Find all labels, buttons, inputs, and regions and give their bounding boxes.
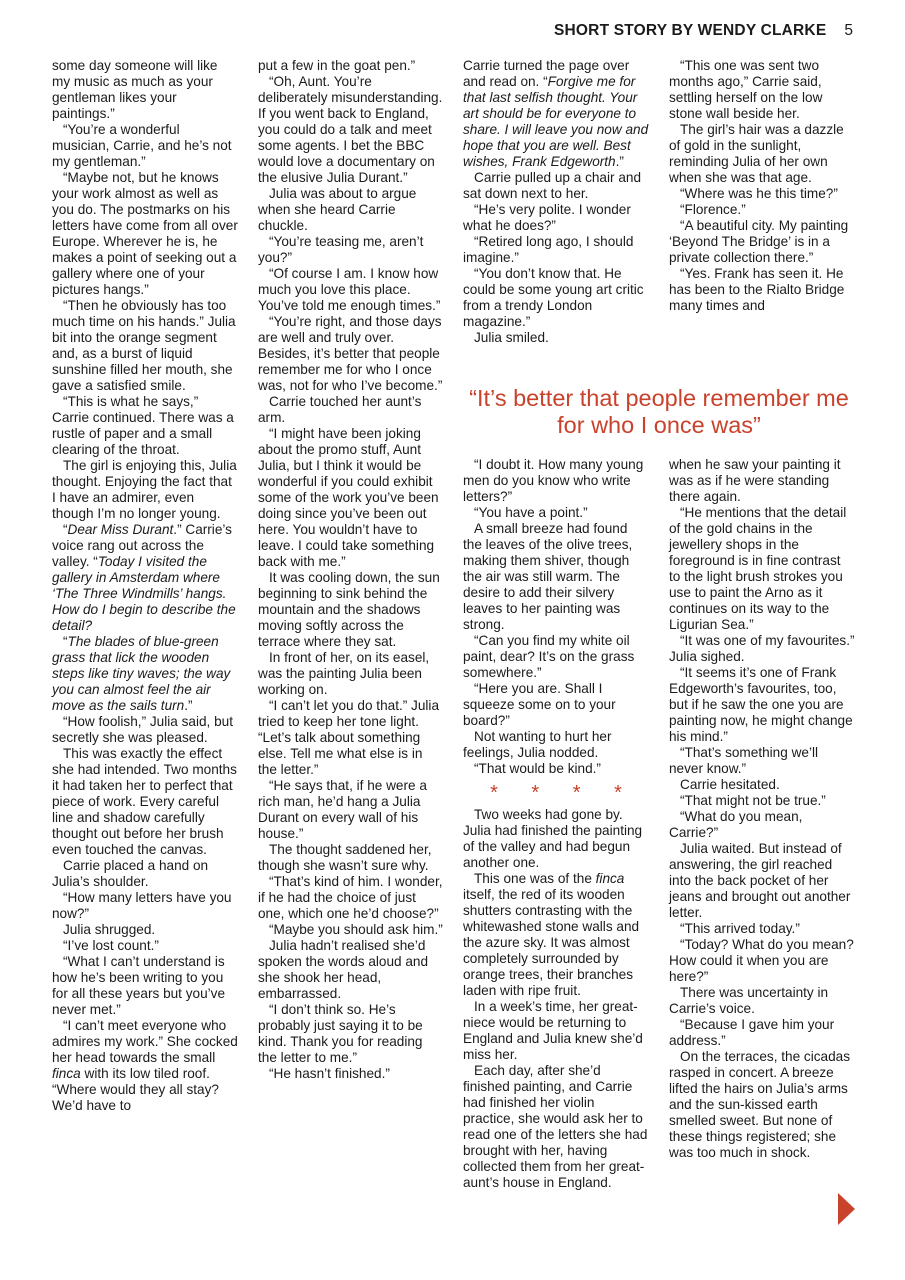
paragraph: “Where was he this time?” (680, 186, 838, 201)
paragraph: “What I can’t understand is how he’s been writing to you for all these years but you’ve never met.” (52, 954, 226, 1017)
paragraph: “This is what he says,” Carrie continued. There was a rustle of paper and a small clearing of the throat. (52, 394, 234, 457)
paragraph: “Maybe you should ask him.” (269, 922, 443, 937)
paragraph: “I don’t think so. He’s probably just saying it to be kind. Thank you for reading the letter to me.” (258, 1002, 423, 1065)
paragraph: when he saw your painting it was as if he were standing there again. (669, 457, 841, 504)
paragraph: “I can’t meet everyone who admires my work.” She cocked her head towards the small finca with its low tiled roof. “Where would they all stay? We’d have to (52, 1018, 238, 1113)
paragraph: “How foolish,” Julia said, but secretly she was pleased. (52, 714, 233, 745)
paragraph: “That would be kind.” (474, 761, 601, 776)
paragraph: In a week’s time, her great-niece would be returning to England and Julia knew she’d miss her. (463, 999, 643, 1062)
paragraph: Two weeks had gone by. Julia had finished the painting of the valley and had begun another one. (463, 807, 643, 870)
paragraph: “You don’t know that. He could be some young art critic from a trendy London magazine.” (463, 266, 644, 329)
paragraph: “Today? What do you mean? How could it when you are here?” (669, 937, 854, 984)
paragraph: It was cooling down, the sun beginning to sink behind the mountain and the shadows moving softly across the terrace where they sat. (258, 570, 440, 649)
story-byline: SHORT STORY BY WENDY CLARKE (553, 22, 827, 39)
paragraph: “Oh, Aunt. You’re deliberately misunderstanding. If you went back to England, you could do a talk and meet some agents. I bet the BBC would love a documentary on the elusive Julia Durant.” (258, 74, 443, 185)
paragraph: The thought saddened her, though she wasn’t sure why. (258, 842, 432, 873)
paragraph: “Yes. Frank has seen it. He has been to the Rialto Bridge many times and (669, 266, 845, 313)
paragraph: The girl’s hair was a dazzle of gold in the sunlight, reminding Julia of her own when she was that age. (669, 122, 844, 185)
paragraph: “I doubt it. How many young men do you know who write letters?” (463, 457, 644, 504)
paragraph: “You’re teasing me, aren’t you?” (258, 234, 424, 265)
paragraph: “How many letters have you now?” (52, 890, 232, 921)
paragraph: Julia was about to argue when she heard Carrie chuckle. (258, 186, 417, 233)
paragraph: Julia waited. But instead of answering, the girl reached into the back pocket of her jeans and brought out another letter. (669, 841, 851, 920)
arrow-right-icon (838, 1193, 855, 1225)
paragraph: Carrie pulled up a chair and sat down next to her. (463, 170, 642, 201)
paragraph: Julia hadn’t realised she’d spoken the words aloud and she shook her head, embarrassed. (258, 938, 429, 1001)
paragraph: This was exactly the effect she had intended. Two months it had taken her to perfect that piece of work. Every careful line and shadow carefully thought out before her brush even touched the canvas. (52, 746, 237, 857)
paragraph: “A beautiful city. My painting ‘Beyond The Bridge’ is in a private collection there.” (669, 218, 849, 265)
paragraph: Not wanting to hurt her feelings, Julia nodded. (463, 729, 612, 760)
paragraph: “Because I gave him your address.” (669, 1017, 835, 1048)
paragraph: “I can’t let you do that.” Julia tried to keep her tone light. “Let’s talk about something else. Tell me what else is in the letter.” (258, 698, 440, 777)
paragraph: “Of course I am. I know how much you love this place. You’ve told me enough times.” (258, 266, 441, 313)
paragraph: This one was of the finca itself, the red of its wooden shutters contrasting with the whitewashed stone walls and the azure sky. It was almost completely surrounded by orange trees, their branches laden with ripe fruit. (463, 871, 640, 998)
paragraph: “You’re right, and those days are well and truly over. Besides, it’s better that people remember me for who I once was, not for who I’ve become.” (258, 314, 443, 393)
paragraph: “That might not be true.” (680, 793, 826, 808)
paragraph: “Maybe not, but he knows your work almost as well as you do. The postmarks on his letters have come from all over Europe. Wherever he is, he makes a point of seeking out a gallery where one of your pictures hangs.” (52, 170, 238, 297)
paragraph: “I’ve lost count.” (63, 938, 159, 953)
section-break: * * * * (490, 782, 636, 804)
paragraph: “It was one of my favourites.” Julia sighed. (669, 633, 855, 664)
paragraph: On the terraces, the cicadas rasped in concert. A breeze lifted the hairs on Julia’s arms and the sun-kissed earth smelled sweet. But none of these things registered; she was too much in shock. (669, 1049, 851, 1160)
column-2 (258, 58, 444, 1082)
paragraph: Julia smiled. (474, 330, 549, 345)
paragraph: “Then he obviously has too much time on his hands.” Julia bit into the orange segment and, as a burst of liquid sunshine filled her mouth, she gave a satisfied smile. (52, 298, 236, 393)
paragraph: Each day, after she’d finished painting, and Carrie had finished her violin practice, she would ask her to read one of the letters she had brought with her, having collected them from her great-aunt’s house in England. (463, 1063, 648, 1190)
paragraph: “He hasn’t finished.” (269, 1066, 390, 1081)
paragraph: Carrie turned the page over and read on. “Forgive me for that last selfish thought. Your art should be for everyone to share. I will leave you now and hope that you are well. Best wishes, Frank Edgeworth.” (463, 58, 649, 169)
pull-quote: “It’s better that people remember me for who I once was” (469, 385, 849, 438)
paragraph: “Retired long ago, I should imagine.” (463, 234, 634, 265)
paragraph: “This arrived today.” (680, 921, 800, 936)
paragraph: Julia shrugged. (63, 922, 156, 937)
paragraph: “That’s kind of him. I wonder, if he had the choice of just one, which one he’d choose?” (258, 874, 443, 921)
column-3-top (463, 58, 649, 346)
paragraph: some day someone will like my music as much as your gentleman likes your paintings.” (52, 58, 218, 121)
paragraph: A small breeze had found the leaves of the olive trees, making them shiver, though the air was still warm. The desire to add their silvery leaves to her painting was strong. (463, 521, 633, 632)
paragraph: “Dear Miss Durant.” Carrie’s voice rang out across the valley. “Today I visited the gallery in Amsterdam where ‘The Three Windmills’ hangs. How do I begin to describe the detail? (52, 522, 236, 633)
paragraph: “He’s very polite. I wonder what he does?” (463, 202, 631, 233)
paragraph: “It seems it’s one of Frank Edgeworth’s favourites, too, but if he saw the one you are painting now, he might change his mind.” (669, 665, 853, 744)
paragraph: “You have a point.” (474, 505, 588, 520)
paragraph: “Can you find my white oil paint, dear? It’s on the grass somewhere.” (463, 633, 635, 680)
paragraph: “He mentions that the detail of the gold chains in the jewellery shops in the foreground is in fine contrast to the light brush strokes you use to paint the Arno as it continues on its way to the Ligurian Sea.” (669, 505, 847, 632)
paragraph: There was uncertainty in Carrie’s voice. (669, 985, 829, 1016)
paragraph: “He says that, if he were a rich man, he’d hang a Julia Durant on every wall of his house.” (258, 778, 427, 841)
column-1 (52, 58, 238, 1114)
paragraph: “This one was sent two months ago,” Carrie said, settling herself on the low stone wall beside her. (669, 58, 823, 121)
paragraph: In front of her, on its easel, was the painting Julia been working on. (258, 650, 430, 697)
paragraph: Carrie hesitated. (680, 777, 780, 792)
paragraph: “Florence.” (680, 202, 746, 217)
paragraph: “I might have been joking about the promo stuff, Aunt Julia, but I think it would be wonderful if you could exhibit some of the work you’ve been doing since you’ve been out here. You wouldn’t have to leave. I could take something back with me.” (258, 426, 439, 569)
column-3-bottom-part-b (463, 807, 649, 1191)
paragraph: “The blades of blue-green grass that lick the wooden steps like tiny waves; the way you can almost feel the air move as the sails turn.” (52, 634, 231, 713)
page-header (0, 22, 853, 40)
column-3-bottom (463, 457, 649, 1191)
paragraph: Carrie placed a hand on Julia’s shoulder. (52, 858, 209, 889)
column-4-bottom (669, 457, 855, 1161)
paragraph: “What do you mean, Carrie?” (669, 809, 803, 840)
paragraph: Carrie touched her aunt’s arm. (258, 394, 422, 425)
paragraph: “Here you are. Shall I squeeze some on to your board?” (463, 681, 616, 728)
paragraph: The girl is enjoying this, Julia thought. Enjoying the fact that I have an admirer, even though I’m no longer young. (52, 458, 237, 521)
column-3-bottom-part-a (463, 457, 649, 777)
paragraph: put a few in the goat pen.” (258, 58, 416, 73)
paragraph: “You’re a wonderful musician, Carrie, and he’s not my gentleman.” (52, 122, 232, 169)
page-number: 5 (844, 22, 853, 39)
paragraph: “That’s something we’ll never know.” (669, 745, 819, 776)
column-4-top (669, 58, 855, 314)
